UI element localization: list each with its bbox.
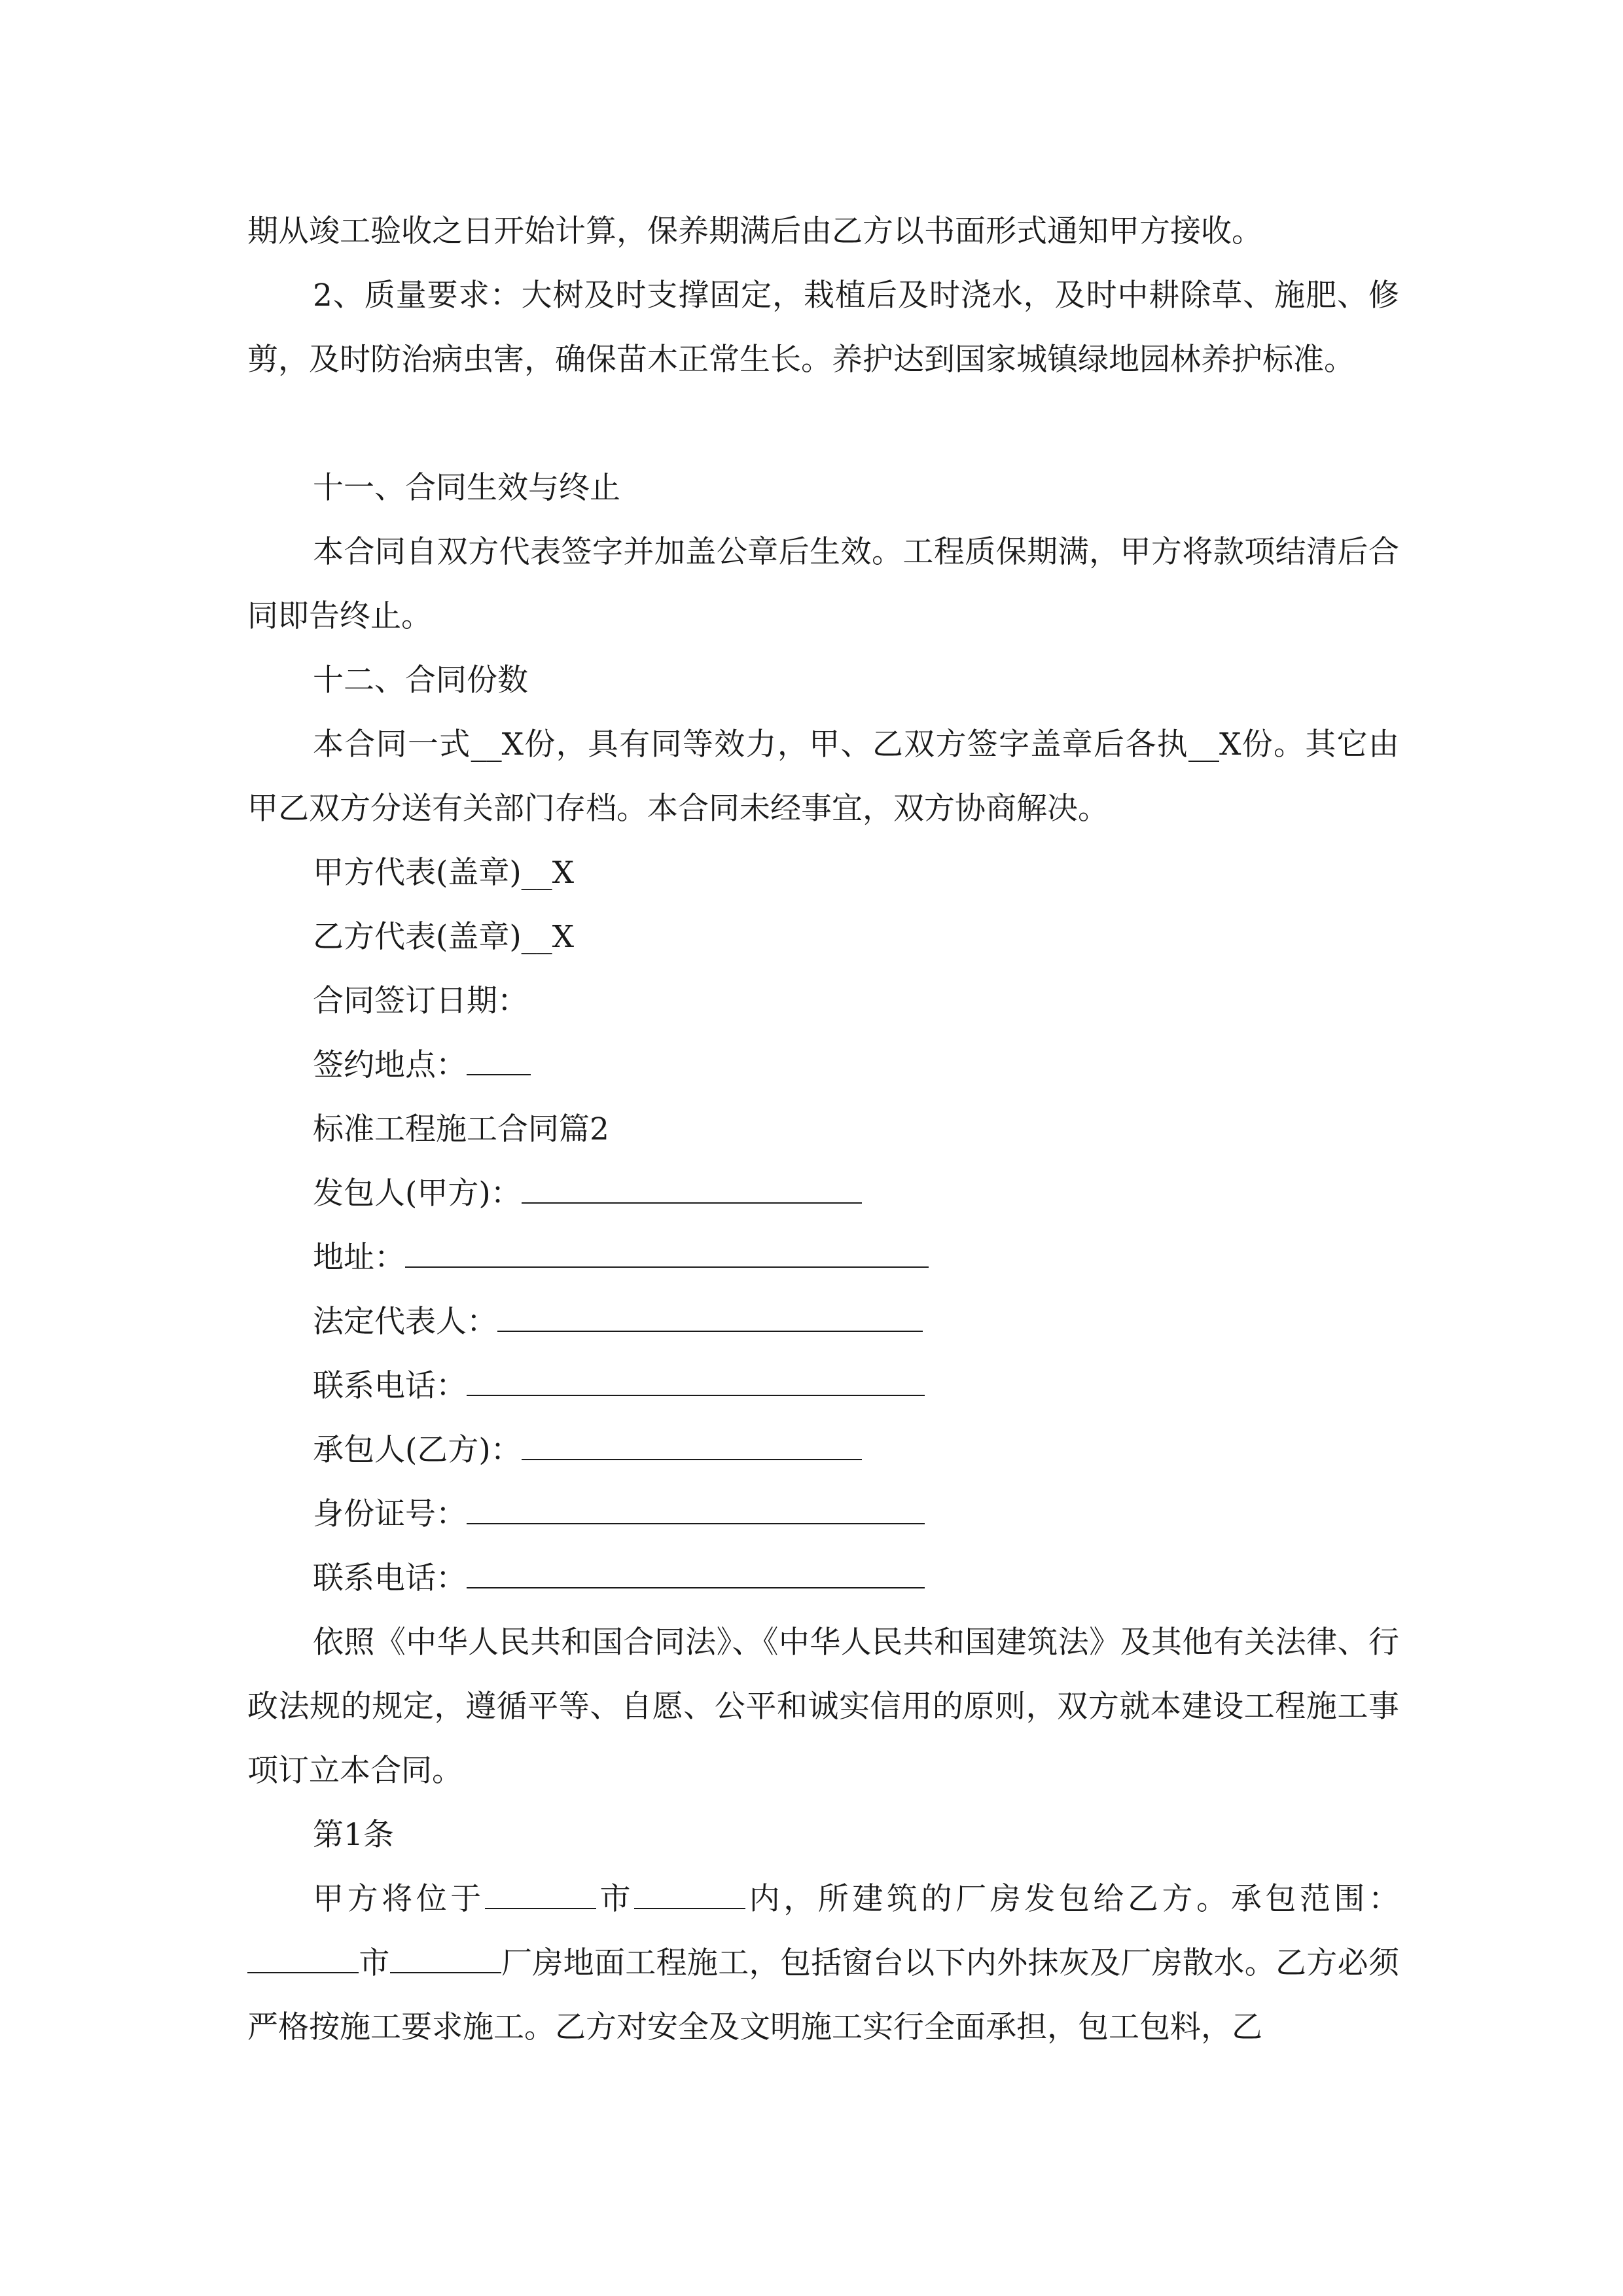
signature-party-b: 乙方代表(盖章)__X (313, 919, 575, 955)
id-number-label: 身份证号： (313, 1496, 467, 1532)
id-number-blank (467, 1485, 925, 1524)
article-1-text-1: 甲方将位于 (313, 1881, 485, 1917)
paragraph-quality-requirements: 2、质量要求：大树及时支撑固定，栽植后及时浇水，及时中耕除草、施肥、修剪，及时防治病虫害，确保苗木正常生长。养护达到国家城镇绿地园林养护标准。 (247, 278, 1399, 378)
legal-rep-blank (497, 1293, 923, 1332)
signing-place-line (313, 1033, 531, 1098)
section-heading-12: 十二、合同份数 (313, 662, 528, 698)
employer-blank (522, 1164, 862, 1204)
contractor-blank (522, 1421, 862, 1460)
legal-rep-label: 法定代表人： (313, 1304, 497, 1340)
section-heading-11: 十一、合同生效与终止 (313, 470, 620, 506)
address-label: 地址： (313, 1240, 405, 1276)
city-blank-1 (485, 1870, 596, 1909)
employer-label: 发包人(甲方)： (313, 1175, 522, 1211)
phone-a-blank (467, 1357, 925, 1396)
phone-a-line (313, 1354, 925, 1418)
paragraph-legal-basis: 依照《中华人民共和国合同法》、《中华人民共和国建筑法》及其他有关法律、行政法规的规定，遵循平等、自愿、公平和诚实信用的原则，双方就本建设工程施工事项订立本合同。 (247, 1624, 1399, 1789)
phone-b-blank (467, 1549, 925, 1588)
paragraph-warranty-period: 期从竣工验收之日开始计算，保养期满后由乙方以书面形式通知甲方接收。 (247, 213, 1262, 249)
phone-b-line (313, 1547, 925, 1611)
paragraph-article-1 (247, 1867, 1399, 2060)
city-blank-2 (247, 1934, 359, 1973)
article-1-text-4: 市 (359, 1945, 390, 1981)
article-1-heading: 第1条 (313, 1817, 394, 1853)
id-number-line (313, 1482, 925, 1547)
article-1-text-3: 内，所建筑的厂房发包给乙方。承包范围： (745, 1881, 1400, 1917)
contractor-label: 承包人(乙方)： (313, 1432, 522, 1468)
phone-b-label: 联系电话： (313, 1560, 467, 1596)
location-blank-1 (634, 1870, 745, 1909)
paragraph-copies: 本合同一式__X份，具有同等效力，甲、乙双方签字盖章后各执__X份。其它由甲乙双方分送有关部门存档。本合同未经事宜，双方协商解决。 (247, 726, 1399, 827)
location-blank-2 (390, 1934, 501, 1973)
signature-party-a: 甲方代表(盖章)__X (313, 855, 575, 891)
paragraph-effect-termination: 本合同自双方代表签字并加盖公章后生效。工程质保期满，甲方将款项结清后合同即告终止。 (247, 534, 1399, 634)
employer-line (313, 1162, 862, 1226)
legal-rep-line (313, 1290, 923, 1354)
phone-a-label: 联系电话： (313, 1368, 467, 1404)
contract-title-2: 标准工程施工合同篇2 (313, 1111, 609, 1147)
address-line (313, 1226, 929, 1290)
signing-date: 合同签订日期： (313, 983, 528, 1019)
signing-place-blank (467, 1036, 531, 1075)
signing-place-label: 签约地点： (313, 1047, 467, 1083)
article-1-text-5: 厂房地面工程施工，包括窗台以下内外抹灰及厂房散水。乙方必须严格按施工要求施工。乙方对安全及文明施工实行全面承担，包工包料，乙 (247, 1945, 1400, 2045)
article-1-text-2: 市 (596, 1881, 635, 1917)
address-blank (405, 1229, 929, 1268)
contractor-line (313, 1418, 862, 1482)
